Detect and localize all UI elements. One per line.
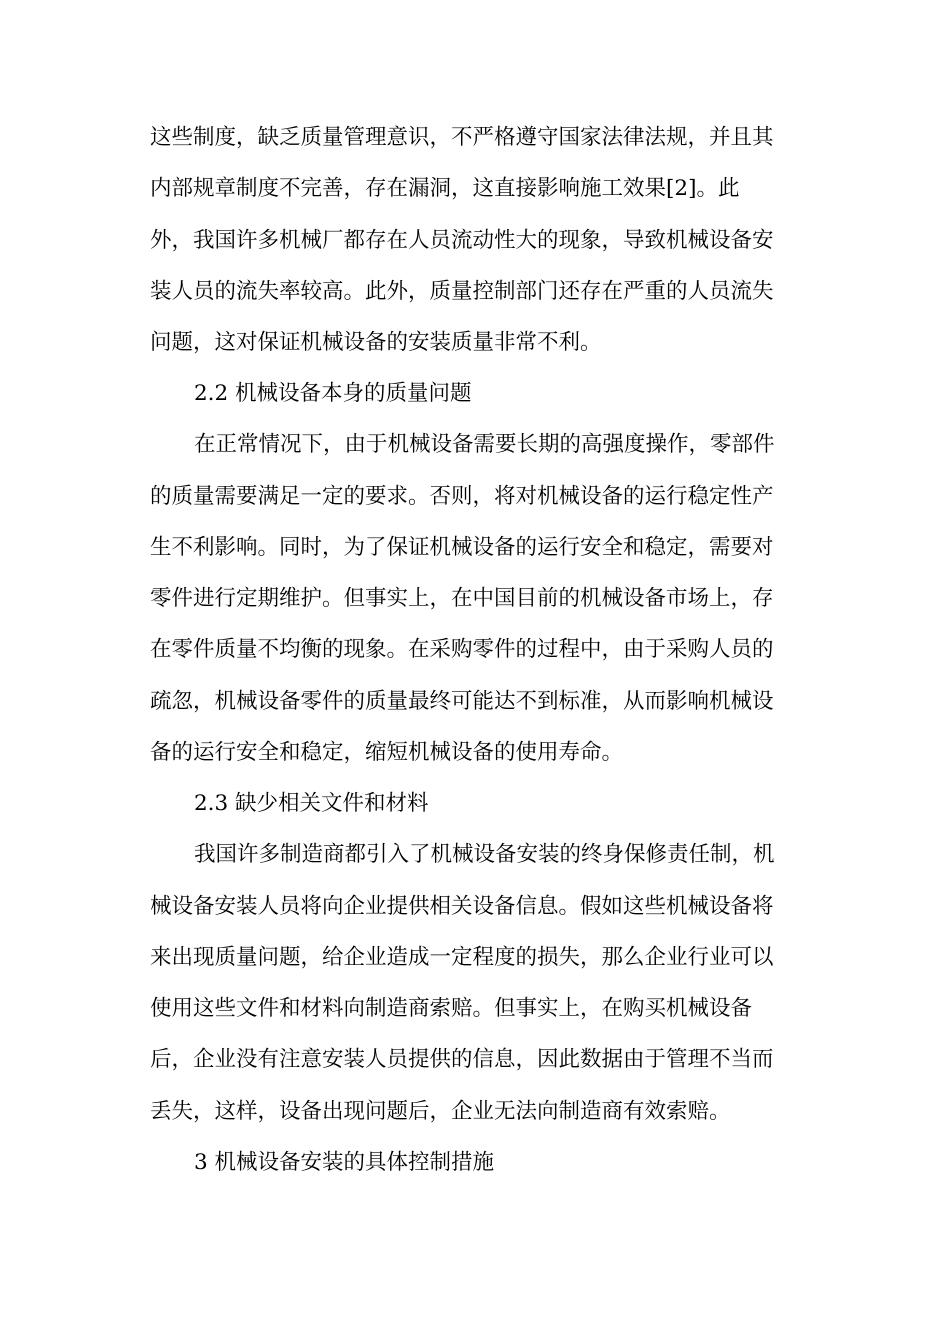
paragraph-line: 械设备安装人员将向企业提供相关设备信息。假如这些机械设备将 bbox=[150, 894, 774, 919]
section-heading-2-3: 2.3 缺少相关文件和材料 bbox=[194, 791, 429, 816]
section-heading-2-2: 2.2 机械设备本身的质量问题 bbox=[194, 381, 472, 406]
paragraph-line: 外，我国许多机械厂都存在人员流动性大的现象，导致机械设备安 bbox=[150, 228, 774, 253]
paragraph-line: 我国许多制造商都引入了机械设备安装的终身保修责任制，机 bbox=[194, 842, 775, 867]
paragraph-line: 在正常情况下，由于机械设备需要长期的高强度操作，零部件 bbox=[194, 432, 775, 457]
paragraph-line: 问题，这对保证机械设备的安装质量非常不利。 bbox=[150, 330, 602, 355]
paragraph-line: 后，企业没有注意安装人员提供的信息，因此数据由于管理不当而 bbox=[150, 1047, 774, 1072]
paragraph-line: 的质量需要满足一定的要求。否则，将对机械设备的运行稳定性产 bbox=[150, 484, 774, 509]
section-heading-3: 3 机械设备安装的具体控制措施 bbox=[194, 1150, 495, 1175]
paragraph-line: 使用这些文件和材料向制造商索赔。但事实上，在购买机械设备 bbox=[150, 996, 753, 1021]
paragraph-line: 内部规章制度不完善，存在漏洞，这直接影响施工效果[2]。此 bbox=[150, 176, 740, 201]
paragraph-line: 丢失，这样，设备出现问题后，企业无法向制造商有效索赔。 bbox=[150, 1099, 731, 1124]
paragraph-line: 备的运行安全和稳定，缩短机械设备的使用寿命。 bbox=[150, 740, 624, 765]
paragraph-line: 生不利影响。同时，为了保证机械设备的运行安全和稳定，需要对 bbox=[150, 535, 774, 560]
paragraph-line: 这些制度，缺乏质量管理意识，不严格遵守国家法律法规，并且其 bbox=[150, 125, 774, 150]
paragraph-line: 疏忽，机械设备零件的质量最终可能达不到标准，从而影响机械设 bbox=[150, 689, 774, 714]
paragraph-line: 在零件质量不均衡的现象。在采购零件的过程中，由于采购人员的 bbox=[150, 637, 774, 662]
paragraph-line: 零件进行定期维护。但事实上，在中国目前的机械设备市场上，存 bbox=[150, 586, 774, 611]
paragraph-line: 来出现质量问题，给企业造成一定程度的损失，那么企业行业可以 bbox=[150, 945, 774, 970]
paragraph-line: 装人员的流失率较高。此外，质量控制部门还存在严重的人员流失 bbox=[150, 279, 774, 304]
